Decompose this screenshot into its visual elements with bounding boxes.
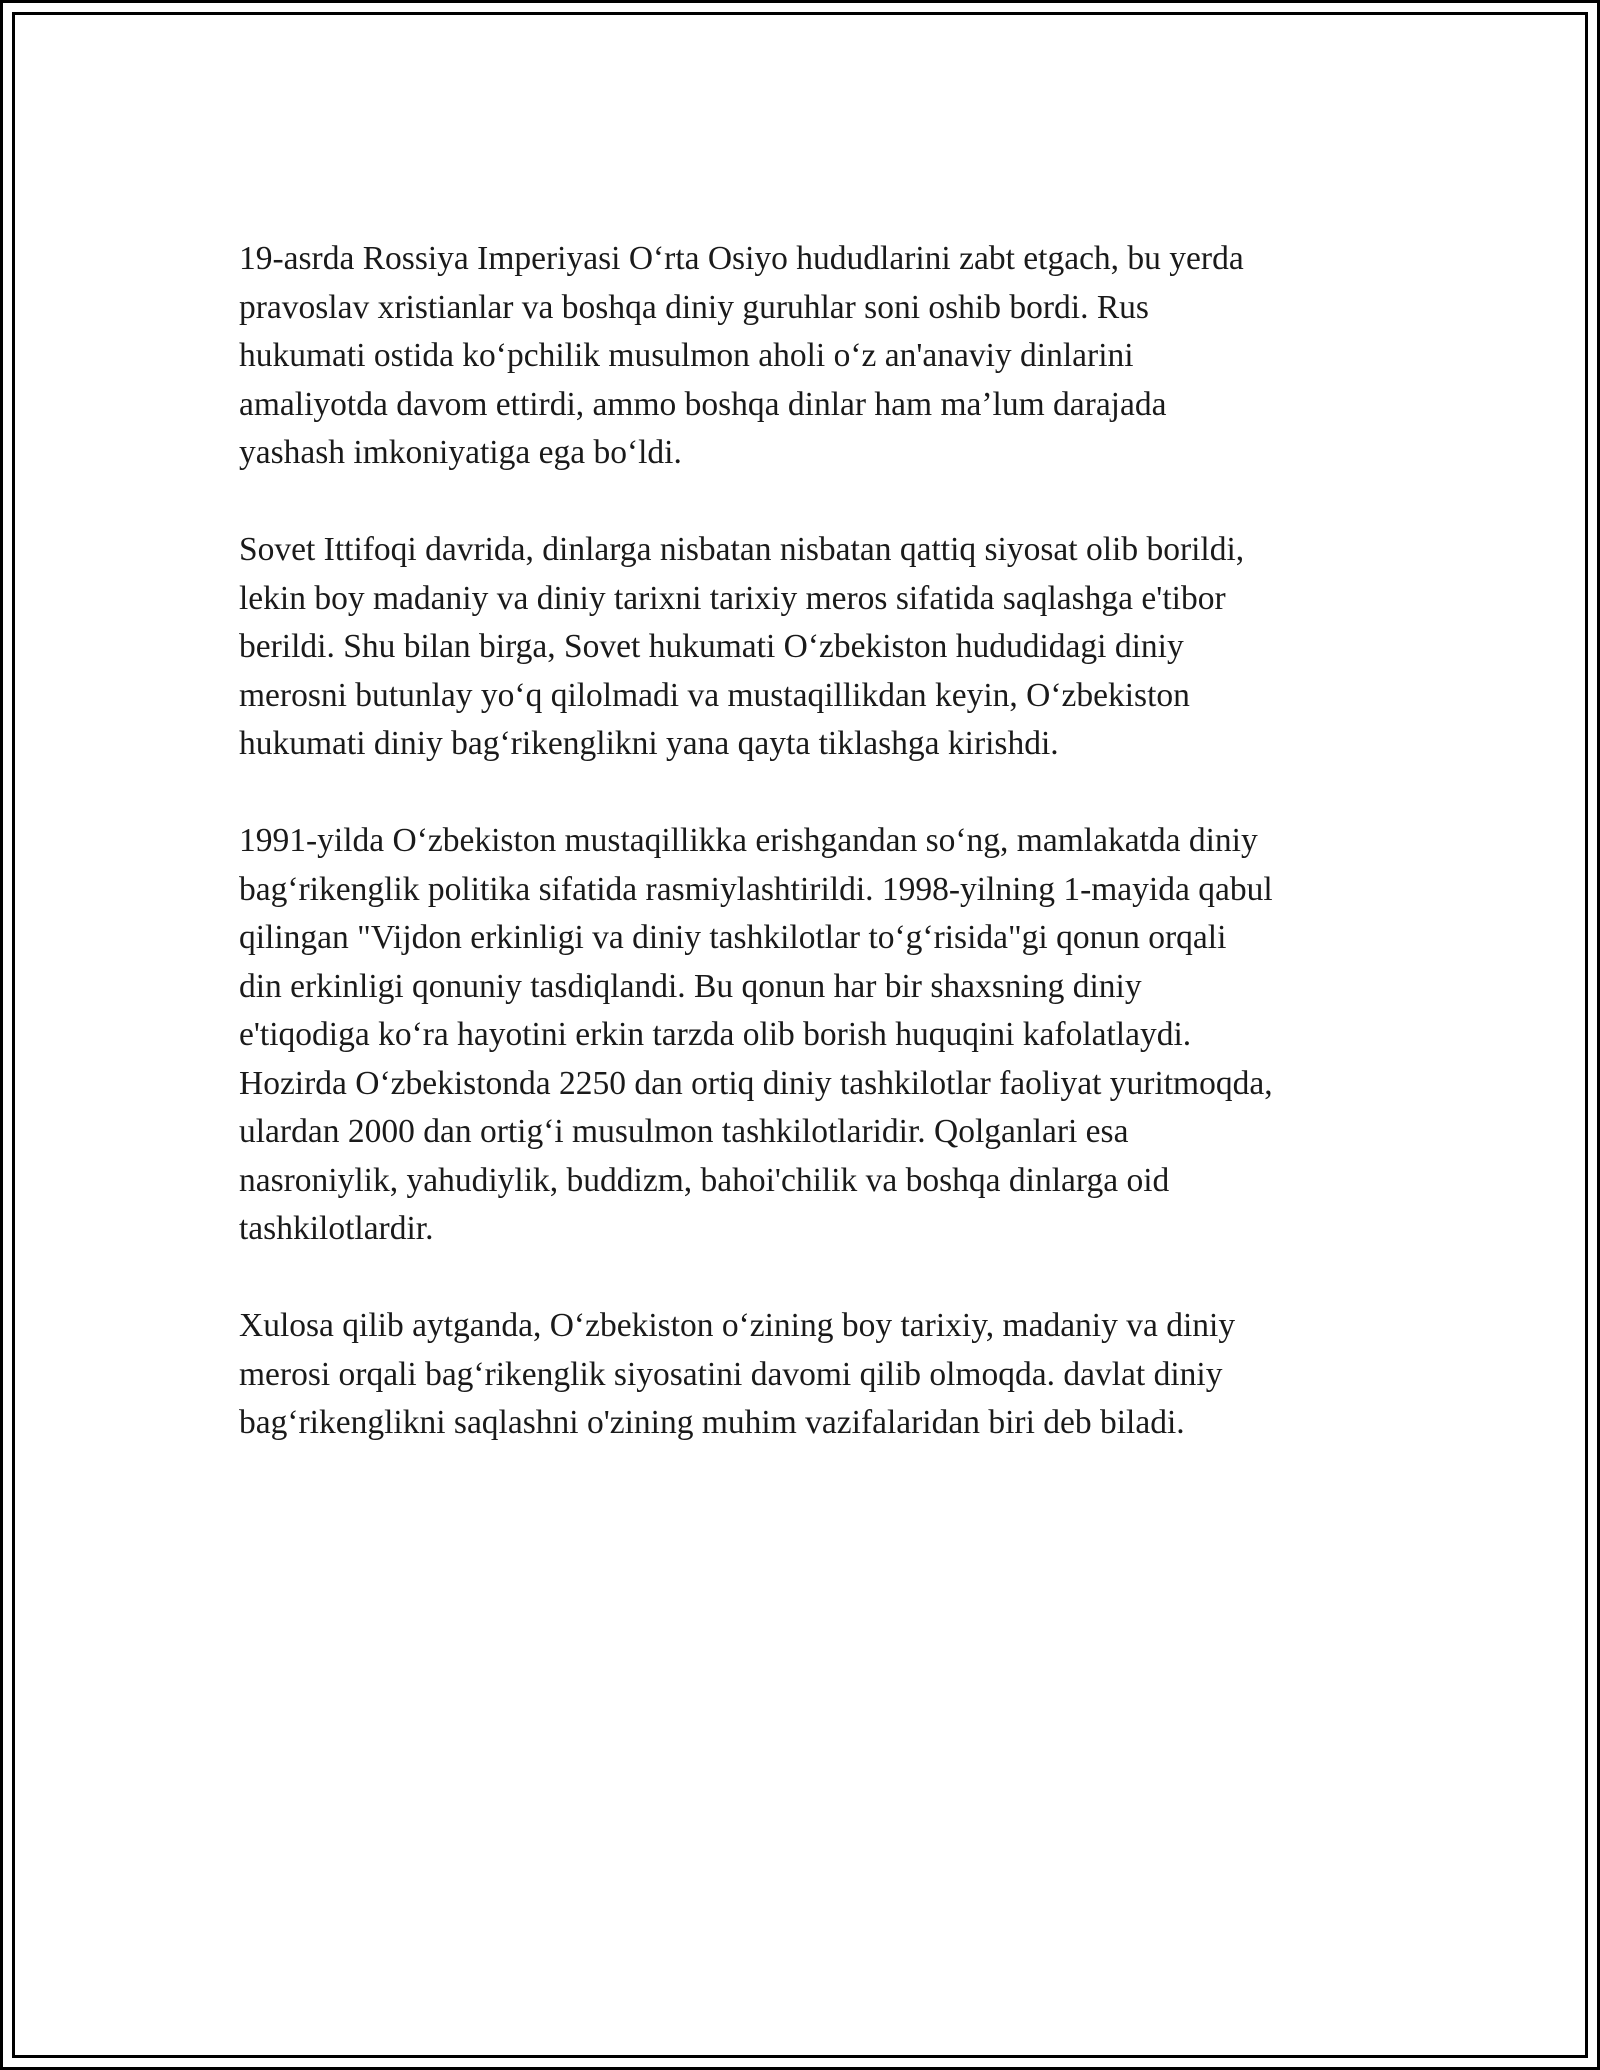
paragraph-2: Sovet Ittifoqi davrida, dinlarga nisbatan nisbatan qattiq siyosat olib borildi, lekin boy madaniy va diniy tarixni tarixiy meros sifatida saqlashga e'tibor berildi. Shu bilan birga, Sovet hukumati O‘zbekiston hududidagi diniy merosni butunlay yo‘q qilolmadi va mustaqillikdan keyin, O‘zbekiston hukumati diniy bag‘rikenglikni yana qayta tiklashga kirishdi. xyxy=(239,531,1245,762)
paragraph-4: Xulosa qilib aytganda, O‘zbekiston o‘zining boy tarixiy, madaniy va diniy merosi orqali bag‘rikenglik siyosatini davomi qilib olmoqda. davlat diniy bag‘rikenglikni saqlashni o'zining muhim vazifalaridan biri deb biladi. xyxy=(239,1307,1236,1441)
document-body xyxy=(239,235,1399,1496)
paragraph-3: 1991-yilda O‘zbekiston mustaqillikka erishgandan so‘ng, mamlakatda diniy bag‘rikenglik politika sifatida rasmiylashtirildi. 1998-yilning 1-mayida qabul qilingan "Vijdon erkinligi va diniy tashkilotlar to‘g‘risida"gi qonun orqali din erkinligi qonuniy tasdiqlandi. Bu qonun har bir shaxsning diniy e'tiqodiga ko‘ra hayotini erkin tarzda olib borish huquqini kafolatlaydi. Hozirda O‘zbekistonda 2250 dan ortiq diniy tashkilotlar faoliyat yuritmoqda, ulardan 2000 dan ortig‘i musulmon tashkilotlaridir. Qolganlari esa nasroniylik, yahudiylik, buddizm, bahoi'chilik va boshqa dinlarga oid tashkilotlardir. xyxy=(239,822,1273,1247)
paragraph-1: 19-asrda Rossiya Imperiyasi O‘rta Osiyo hududlarini zabt etgach, bu yerda pravoslav xristianlar va boshqa diniy guruhlar soni oshib bordi. Rus hukumati ostida ko‘pchilik musulmon aholi o‘z an'anaviy dinlarini amaliyotda davom ettirdi, ammo boshqa dinlar ham ma’lum darajada yashash imkoniyatiga ega bo‘ldi. xyxy=(239,240,1244,471)
